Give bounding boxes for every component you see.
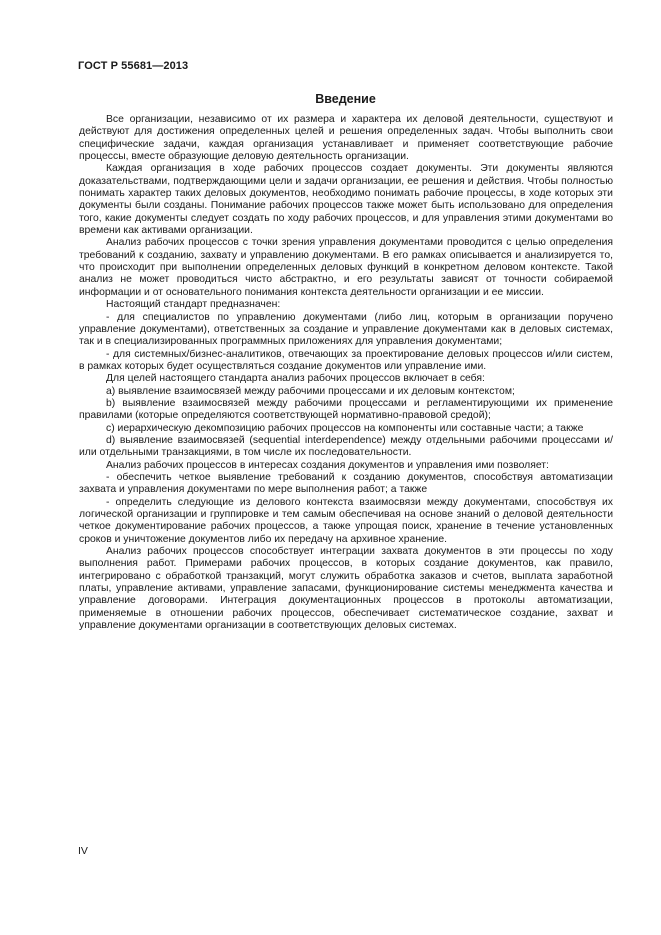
- list-item-relationships: - определить следующие из делового контекста взаимосвязи между документами, способствуя их логической организации и группировке и тем самым обеспечивая на основе знаний о деловой деятельности четкое документирование рабочих процессов, а также упрощая поиск, хранение в течение установленных сроков и уничтожение документов либо их передачу на архивное хранение.: [79, 496, 613, 545]
- paragraph-analysis-includes: Для целей настоящего стандарта анализ рабочих процессов включает в себя:: [106, 373, 485, 385]
- list-item-c: c) иерархическую декомпозицию рабочих процессов на компоненты или составные части; а также: [106, 422, 584, 434]
- list-item-requirements: - обеспечить четкое выявление требований к созданию документов, способствуя автоматизации захвата и управления документами по мере выполнения работ; а также: [79, 471, 613, 496]
- list-item-system-analysts: - для системных/бизнес-аналитиков, отвечающих за проектирование деловых процессов и/или систем, в рамках которых будет осуществляться создание документов или управление ими.: [79, 348, 613, 372]
- list-item-a: a) выявление взаимосвязей между рабочими процессами и их деловым контекстом;: [106, 385, 515, 397]
- paragraph-analysis-allows: Анализ рабочих процессов в интересах создания документов и управления ими позволяет:: [106, 459, 549, 471]
- section-title: Введение: [315, 92, 376, 106]
- paragraph-process-analysis: Анализ рабочих процессов с точки зрения управления документами проводится с целью определения требований к созданию, захвату и управлению документами. В его рамках описывается и анализируется то, что происходит при выполнении определенных деловых функций в конкретном деловом контексте. Такой анализ не может проводиться чисто абстрактно, и его результаты зависят от точности собираемой информации и от основательного понимания контекста деятельности организации и ее миссии.: [79, 237, 613, 298]
- introduction-body: [79, 114, 613, 632]
- standard-identifier: ГОСТ Р 55681—2013: [78, 60, 189, 72]
- paragraph-standard-intended-for: Настоящий стандарт предназначен:: [106, 299, 281, 311]
- paragraph-documents-created: Каждая организация в ходе рабочих процессов создает документы. Эти документы являются доказательствами, подтверждающими цели и задачи организации, ее решения и действия. Чтобы полностью понимать характер таких деловых документов, необходимо понимать рабочие процессы, в ходе которых эти документы были созданы. Понимание рабочих процессов также может быть использовано для определения того, какие документы следует создать по ходу рабочих процессов, и для управления этими документами во времени как активами организации.: [79, 163, 613, 237]
- page-number: IV: [78, 845, 88, 857]
- paragraph-organizations-purpose: Все организации, независимо от их размера и характера их деловой деятельности, существуют и действуют для достижения определенных целей и решения определенных задач. Чтобы выполнить свои специфические задачи, каждая организация устанавливает и применяет соответствующие рабочие процессы, вместе образующие деловую деятельность организации.: [79, 114, 613, 163]
- list-item-d: d) выявление взаимосвязей (sequential interdependence) между отдельными рабочими процессами и/или отдельными транзакциями, в том числе их последовательности.: [79, 434, 613, 459]
- list-item-b: b) выявление взаимосвязей между рабочими процессами и регламентирующими их применение правилами (которые определяются соответствующей нормативно-правовой средой);: [79, 397, 613, 422]
- paragraph-integration: Анализ рабочих процессов способствует интеграции захвата документов в эти процессы по ходу выполнения работ. Примерами рабочих процессов, в которых создание документов, как правило, интегрировано с обработкой транзакций, могут служить обработка заказов и счетов, выплата заработной платы, управление активами, управление запасами, функционирование системы менеджмента качества и управление договорами. Интеграция документационных процессов в протоколы автоматизации, применяемые в отношении рабочих процессов, обеспечивает систематическое создание, захват и управление документами организации в соответствующих деловых системах.: [79, 546, 613, 632]
- list-item-records-specialists: - для специалистов по управлению документами (либо лиц, которым в организации поручено управление документами), ответственных за создание и управление документами как в деловых системах, так и в специализированных программных приложениях для управления документами;: [79, 311, 613, 348]
